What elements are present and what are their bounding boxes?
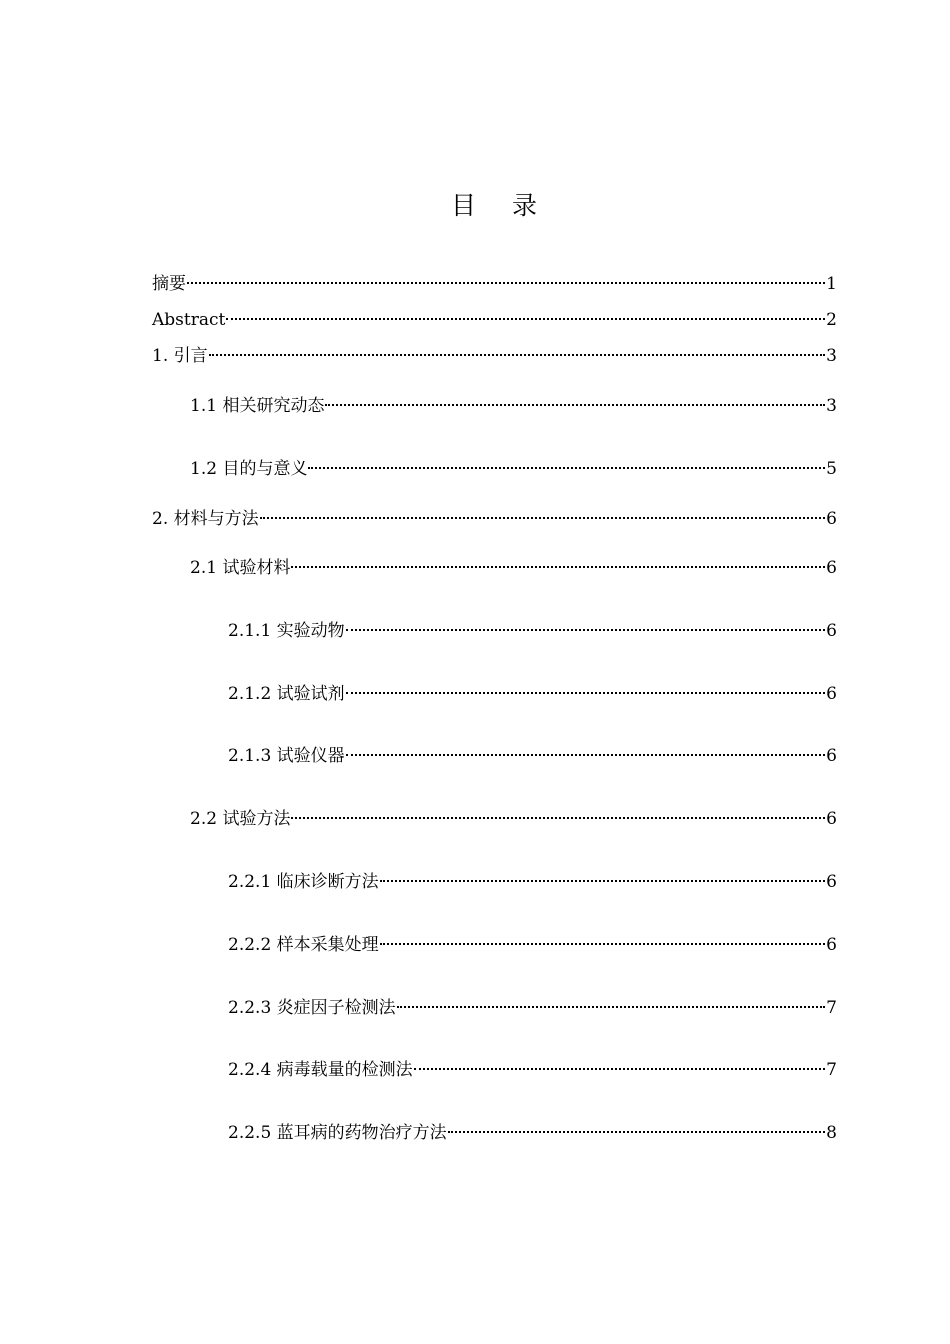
toc-entry-label: 2.1.3 试验仪器 — [228, 746, 345, 766]
dot-leader — [346, 614, 826, 636]
dot-leader — [414, 1053, 826, 1075]
toc-entry-test-materials[interactable] — [190, 551, 837, 579]
toc-entry-label: 摘要 — [152, 274, 186, 294]
dot-leader — [209, 339, 826, 361]
toc-entry-label: 2.2 试验方法 — [190, 809, 291, 829]
toc-page-number: 5 — [826, 459, 837, 479]
toc-entry-inflammatory-factors[interactable] — [228, 991, 837, 1019]
toc-page-number: 7 — [826, 998, 837, 1018]
toc-entry-label: 2.1.1 实验动物 — [228, 621, 345, 641]
toc-entry-reagents[interactable] — [228, 677, 837, 705]
toc-page-number: 6 — [826, 509, 837, 529]
dot-leader — [291, 802, 825, 824]
toc-page-number: 1 — [826, 274, 837, 294]
toc-entry-materials-methods[interactable] — [152, 502, 837, 530]
dot-leader — [380, 865, 826, 887]
dot-leader — [226, 303, 825, 325]
toc-entry-label: 2.2.1 临床诊断方法 — [228, 872, 379, 892]
toc-page-number: 8 — [826, 1123, 837, 1143]
toc-entry-experimental-animals[interactable] — [228, 614, 837, 642]
toc-page-number: 6 — [826, 935, 837, 955]
toc-entry-clinical-diagnosis[interactable] — [228, 865, 837, 893]
toc-page-number: 3 — [826, 346, 837, 366]
toc-entry-test-methods[interactable] — [190, 802, 837, 830]
toc-entry-label: 2.2.5 蓝耳病的药物治疗方法 — [228, 1123, 447, 1143]
toc-entry-instruments[interactable] — [228, 739, 837, 767]
toc-entry-label: 1. 引言 — [152, 346, 208, 366]
toc-entry-introduction[interactable] — [152, 339, 837, 367]
toc-entry-label: 2.2.3 炎症因子检测法 — [228, 998, 396, 1018]
toc-entry-drug-treatment[interactable] — [228, 1116, 837, 1144]
toc-page-number: 6 — [826, 872, 837, 892]
toc-page-number: 6 — [826, 809, 837, 829]
toc-page-number: 6 — [826, 621, 837, 641]
dot-leader — [346, 677, 826, 699]
toc-entry-sample-collection[interactable] — [228, 928, 837, 956]
toc-entry-abstract-en[interactable] — [152, 303, 837, 331]
dot-leader — [187, 267, 825, 289]
toc-entry-label: 1.2 目的与意义 — [190, 459, 308, 479]
toc-page-number: 6 — [826, 558, 837, 578]
toc-entry-label: 1.1 相关研究动态 — [190, 396, 325, 416]
toc-title-text: 目 录 — [451, 191, 551, 220]
dot-leader — [346, 739, 826, 761]
dot-leader — [397, 991, 826, 1013]
dot-leader — [325, 389, 825, 411]
dot-leader — [308, 452, 825, 474]
toc-page-number: 7 — [826, 1060, 837, 1080]
toc-entry-viral-load[interactable] — [228, 1053, 837, 1081]
toc-entry-label: 2.1 试验材料 — [190, 558, 291, 578]
toc-title — [0, 186, 950, 222]
toc-entry-research-trends[interactable] — [190, 389, 837, 417]
dot-leader — [291, 551, 825, 573]
toc-entry-label: 2.2.2 样本采集处理 — [228, 935, 379, 955]
toc-entry-label: Abstract — [152, 310, 226, 330]
dot-leader — [380, 928, 826, 950]
dot-leader — [448, 1116, 826, 1138]
toc-entry-purpose[interactable] — [190, 452, 837, 480]
toc-entry-label: 2.1.2 试验试剂 — [228, 684, 345, 704]
toc-page-number: 6 — [826, 684, 837, 704]
toc-entry-abstract-cn[interactable] — [152, 267, 837, 295]
toc-page-number: 6 — [826, 746, 837, 766]
toc-entry-label: 2. 材料与方法 — [152, 509, 259, 529]
toc-page-number: 2 — [826, 310, 837, 330]
toc-page-number: 3 — [826, 396, 837, 416]
dot-leader — [260, 502, 826, 524]
toc-entry-label: 2.2.4 病毒载量的检测法 — [228, 1060, 413, 1080]
